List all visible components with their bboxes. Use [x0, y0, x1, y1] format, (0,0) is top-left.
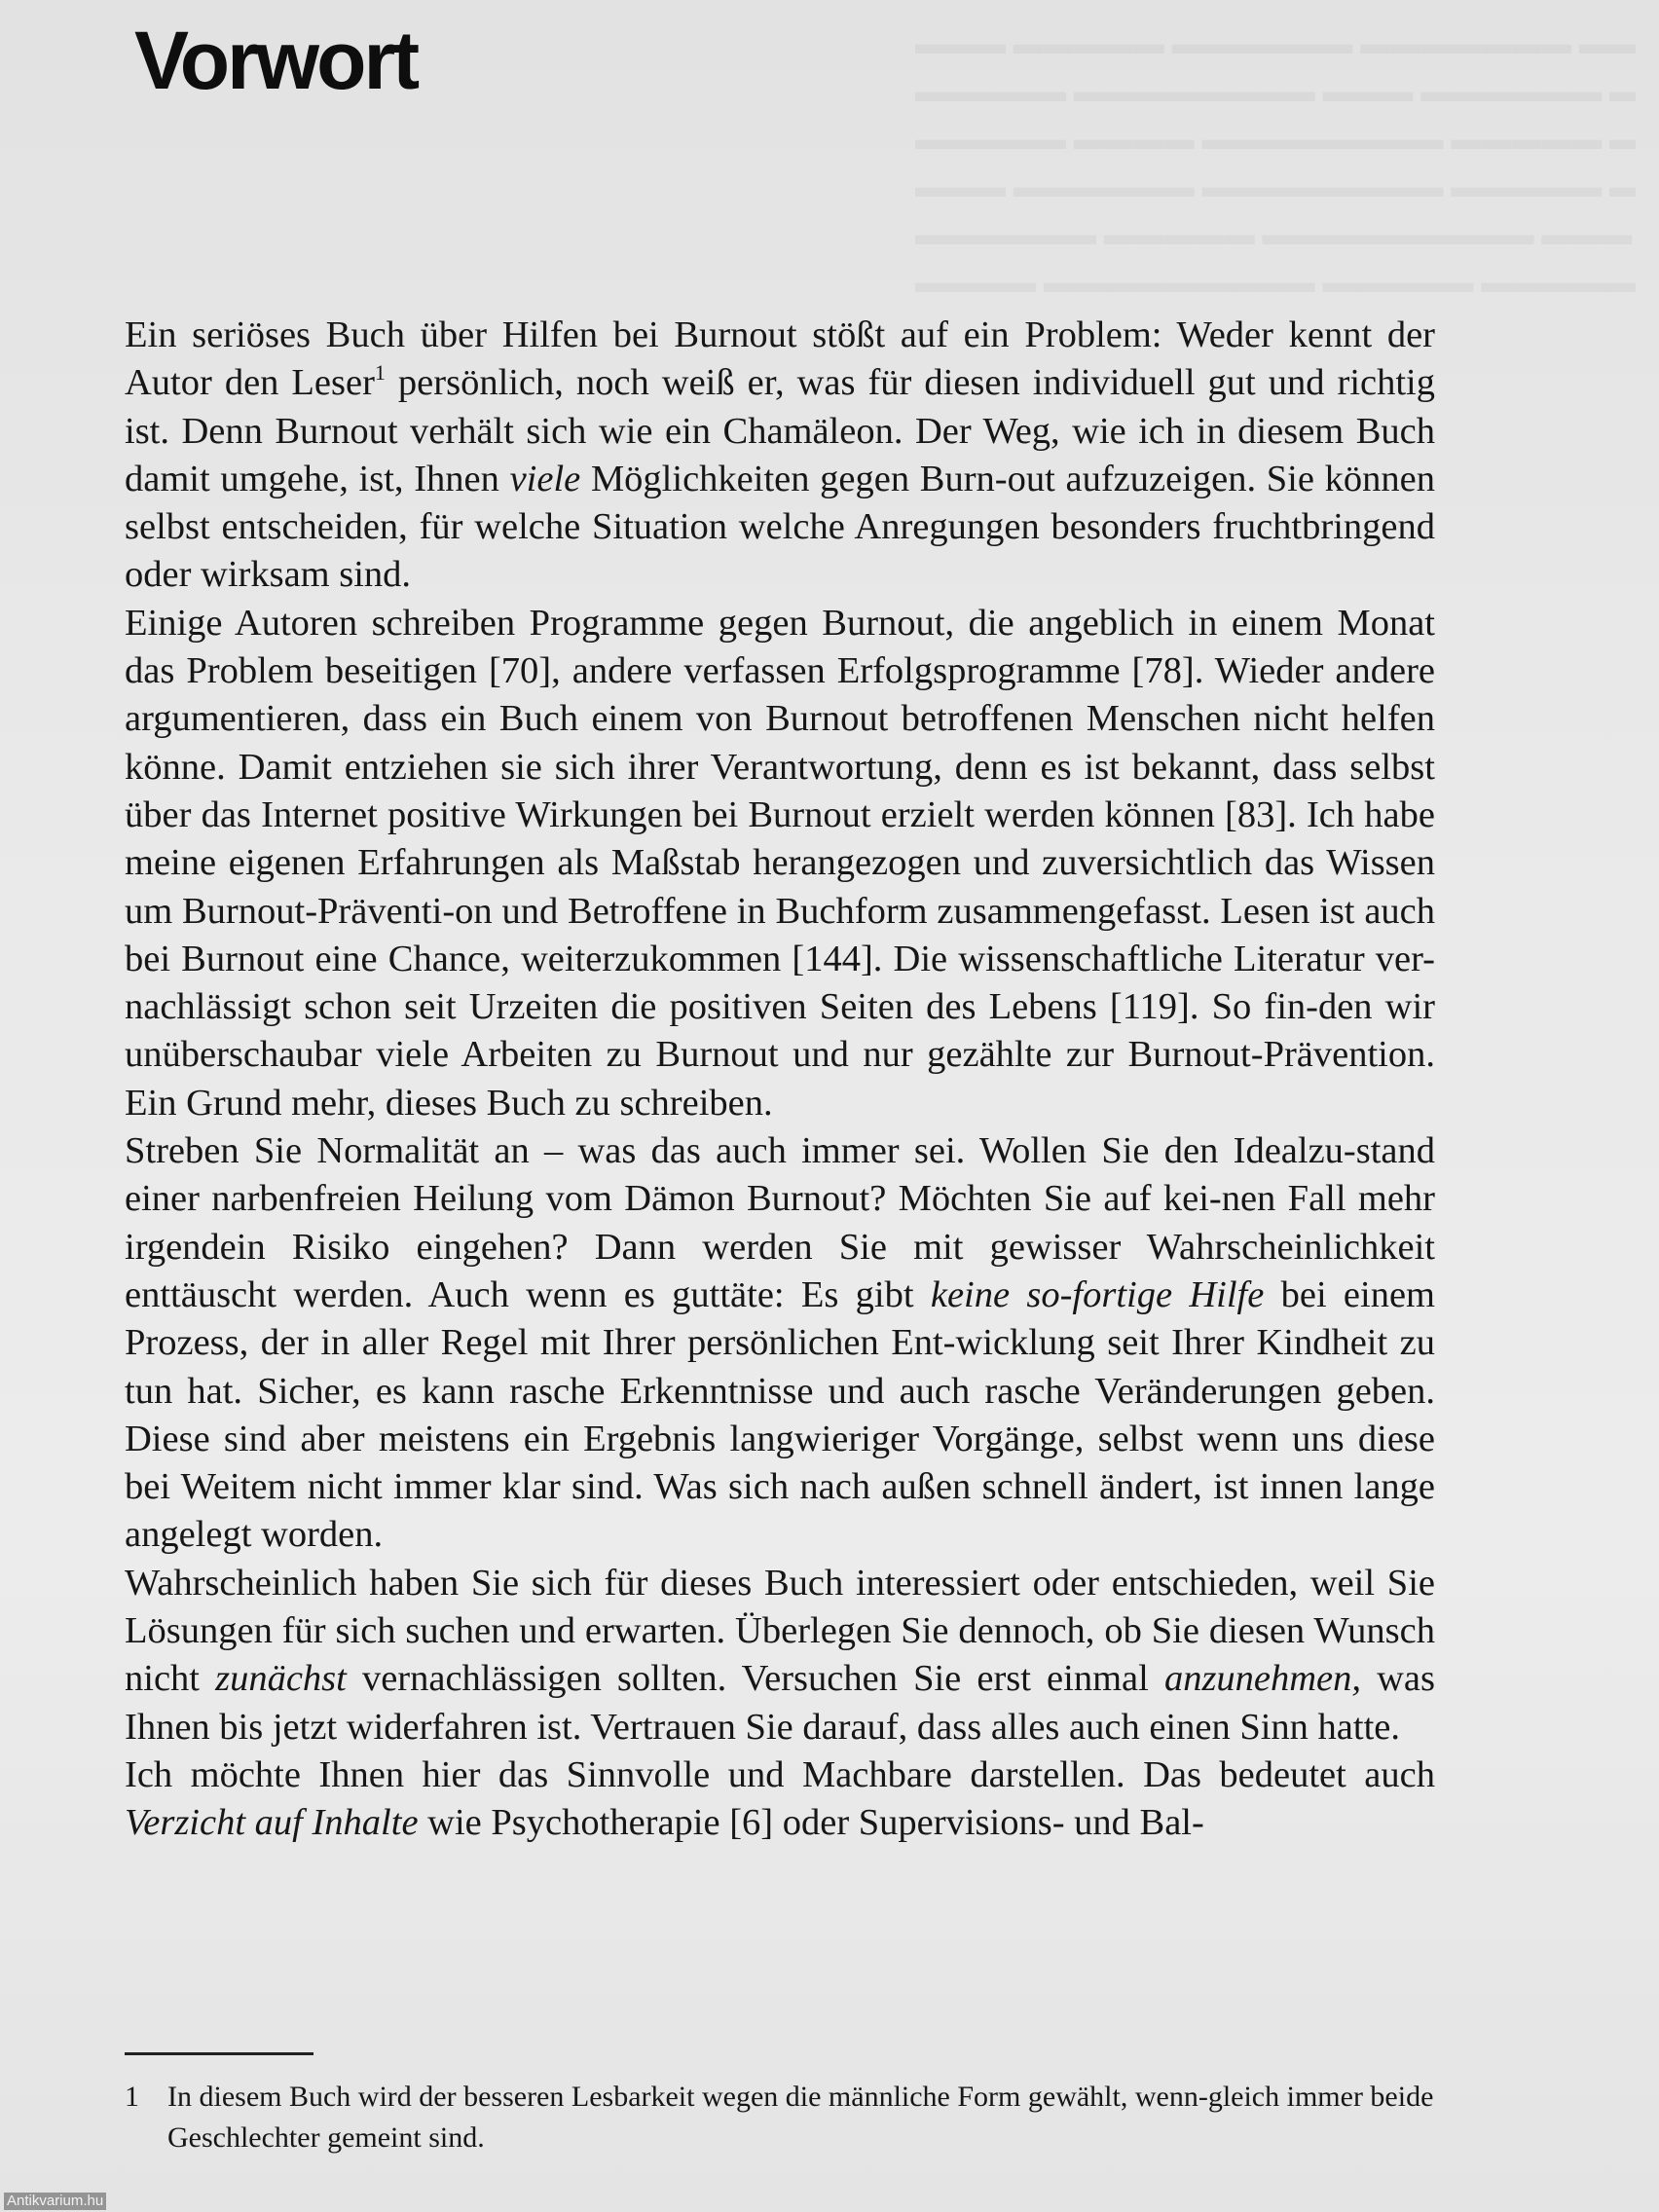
- emphasis: viele: [509, 458, 581, 499]
- footnote: [125, 2077, 1435, 2158]
- footnote-number: 1: [125, 2081, 139, 2113]
- paragraph: [125, 1127, 1435, 1560]
- footnote-marker: 1: [374, 360, 386, 386]
- emphasis: keine so-fortige Hilfe: [930, 1273, 1265, 1315]
- emphasis: zunächst: [215, 1658, 347, 1700]
- text-run: vernachlässigen sollten. Versuchen Sie erst einmal: [346, 1658, 1164, 1700]
- text-run: wie Psychotherapie [6] oder Supervisions- und Bal-: [418, 1802, 1204, 1844]
- chapter-heading: Vorwort: [134, 15, 418, 106]
- text-run: Möglichkeiten gegen Burn-out aufzuzeigen. Sie können selbst entscheiden, für welche Situation welche Anregungen besonders fruchtbringend oder wirksam sind.: [125, 458, 1435, 596]
- watermark: Antikvarium.hu: [4, 2193, 106, 2210]
- paragraph: [125, 600, 1435, 1127]
- text-run: Streben Sie Normalität an – was das auch immer sei. Wollen Sie den Idealzu-stand einer narbenfreien Heilung vom Dämon Burnout? Möchten Sie auf kei-nen Fall mehr irgendein Risiko eingehen? Dann werden Sie mit gewisser Wahrscheinlichkeit enttäuscht werden. Auch wenn es guttäte: Es gibt: [125, 1130, 1435, 1315]
- paragraph: [125, 1751, 1435, 1848]
- text-run: Ein seriöses Buch über Hilfen bei Burnout stößt auf ein Problem: Weder kennt der Autor den Leser: [125, 314, 1435, 404]
- text-run: Wahrscheinlich haben Sie sich für dieses Buch interessiert oder entschieden, weil Sie Lösungen für sich suchen und erwarten. Überlegen Sie dennoch, ob Sie diesen Wunsch nicht: [125, 1562, 1435, 1700]
- text-run: Ich möchte Ihnen hier das Sinnvolle und Machbare darstellen. Das bedeutet auch: [125, 1753, 1435, 1795]
- emphasis: anzunehmen,: [1163, 1658, 1362, 1700]
- emphasis: Verzicht auf Inhalte: [125, 1802, 419, 1844]
- text-run: persönlich, noch weiß er, was für diesen individuell gut und richtig ist. Denn Burnout verhält sich wie ein Chamäleon. Der Weg, wie ich in diesem Buch damit umgehe, ist, Ihnen: [125, 362, 1436, 499]
- text-run: was Ihnen bis jetzt widerfahren ist. Vertrauen Sie darauf, dass alles auch einen Sinn hatte.: [125, 1658, 1436, 1748]
- body-text: [125, 312, 1435, 1848]
- footnote-text: In diesem Buch wird der besseren Lesbarkeit wegen die männliche Form gewählt, wenn-gleich immer beide Geschlechter gemeint sind.: [167, 2081, 1434, 2154]
- paragraph: [125, 1560, 1435, 1751]
- footnote-rule: [125, 2052, 313, 2055]
- text-run: bei einem Prozess, der in aller Regel mit Ihrer persönlichen Ent-wicklung seit Ihrer Kindheit zu tun hat. Sicher, es kann rasche Erkenntnisse und auch rasche Veränderungen geben. Diese sind aber meistens ein Ergebnis langwieriger Vorgänge, selbst wenn uns diese bei Weitem nicht immer klar sind. Was sich nach außen schnell ändert, ist innen lange angelegt worden.: [125, 1273, 1435, 1556]
- paragraph: [125, 312, 1435, 600]
- bleed-through-text: [915, 19, 1636, 306]
- text-run: Einige Autoren schreiben Programme gegen Burnout, die angeblich in einem Monat das Problem beseitigen [70], andere verfassen Erfolgsprogramme [78]. Wieder andere argumentieren, dass ein Buch einem von Burnout betroffenen Menschen nicht helfen könne. Damit entziehen sie sich ihrer Verantwortung, denn es ist bekannt, dass selbst über das Internet positive Wirkungen bei Burnout erzielt werden können [83]. Ich habe meine eigenen Erfahrungen als Maßstab herangezogen und zuversichtlich das Wissen um Burnout-Präventi-on und Betroffene in Buchform zusammengefasst. Lesen ist auch bei Burnout eine Chance, weiterzukommen [144]. Die wissenschaftliche Literatur ver-nachlässigt schon seit Urzeiten die positiven Seiten des Lebens [119]. So fin-den wir unüberschaubar viele Arbeiten zu Burnout und nur gezählte zur Burnout-Prävention. Ein Grund mehr, dieses Buch zu schreiben.: [125, 602, 1435, 1124]
